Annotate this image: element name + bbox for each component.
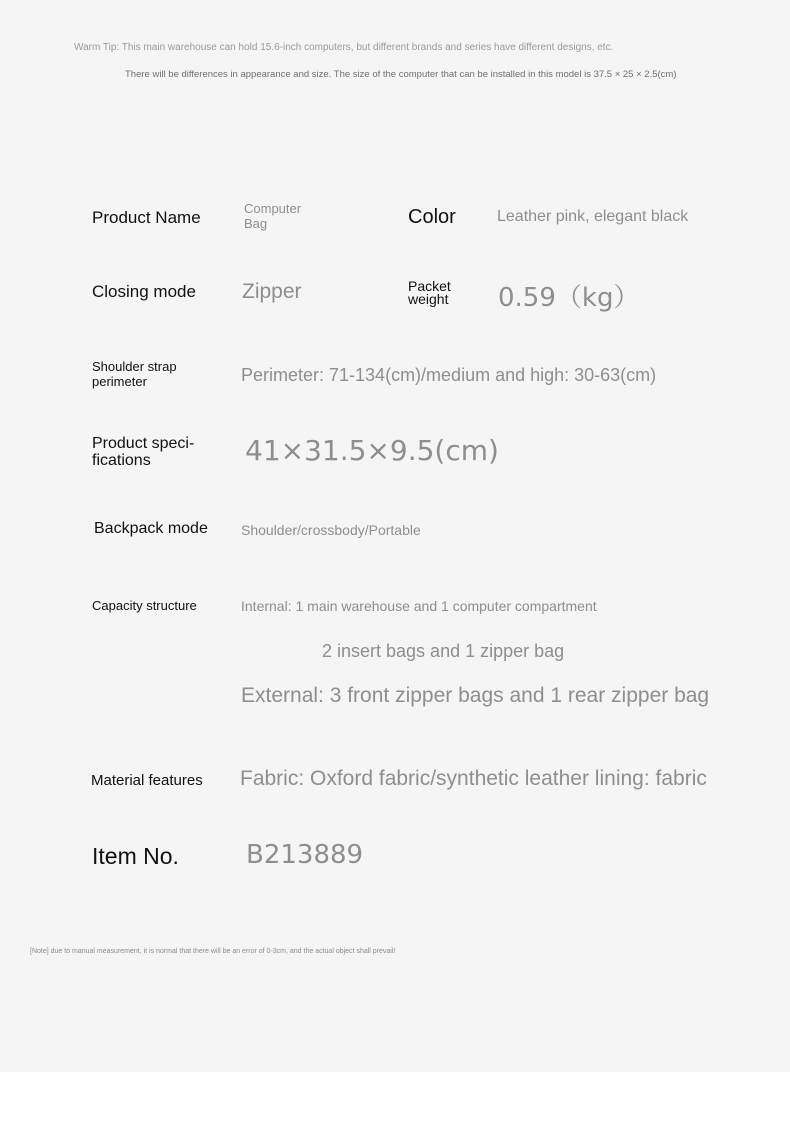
warm-tip-line-1: Warm Tip: This main warehouse can hold 15.6-inch computers, but different brands and series have different designs, etc.: [74, 42, 614, 53]
capacity-external: External: 3 front zipper bags and 1 rear zipper bag: [241, 684, 710, 707]
product-name-label: Product Name: [92, 208, 201, 227]
capacity-label: Capacity structure: [92, 598, 197, 613]
product-spec-label: Product speci-fications: [92, 435, 195, 469]
material-value: Fabric: Oxford fabric/synthetic leather lining: fabric: [240, 767, 707, 790]
closing-mode-label: Closing mode: [92, 282, 196, 301]
capacity-internal: Internal: 1 main warehouse and 1 computer compartment: [241, 598, 597, 614]
closing-mode-value: Zipper: [242, 280, 302, 303]
shoulder-strap-label: Shoulder strap perimeter: [92, 359, 177, 389]
color-value: Leather pink, elegant black: [497, 208, 689, 225]
backpack-mode-value: Shoulder/crossbody/Portable: [241, 522, 421, 538]
warm-tip-line-2: There will be differences in appearance and size. The size of the computer that can be installed in this model is 37.5 × 25 × 2.5(cm): [125, 69, 677, 80]
packet-weight-value: 0.59（kg）: [498, 283, 640, 313]
item-no-label: Item No.: [92, 843, 179, 869]
packet-weight-label: Packet weight: [408, 278, 451, 307]
capacity-inserts: 2 insert bags and 1 zipper bag: [322, 641, 565, 661]
material-label: Material features: [91, 772, 203, 789]
product-spec-value: 41×31.5×9.5(cm): [245, 434, 499, 467]
backpack-mode-label: Backpack mode: [94, 520, 208, 537]
shoulder-strap-value: Perimeter: 71-134(cm)/medium and high: 30-63(cm): [241, 365, 657, 385]
product-name-value: Computer Bag: [244, 201, 302, 231]
color-label: Color: [408, 206, 456, 228]
item-no-value: B213889: [246, 840, 364, 870]
measurement-note: [Note] due to manual measurement, it is normal that there will be an error of 0-3cm, and the actual object shall prevail!: [30, 948, 396, 955]
